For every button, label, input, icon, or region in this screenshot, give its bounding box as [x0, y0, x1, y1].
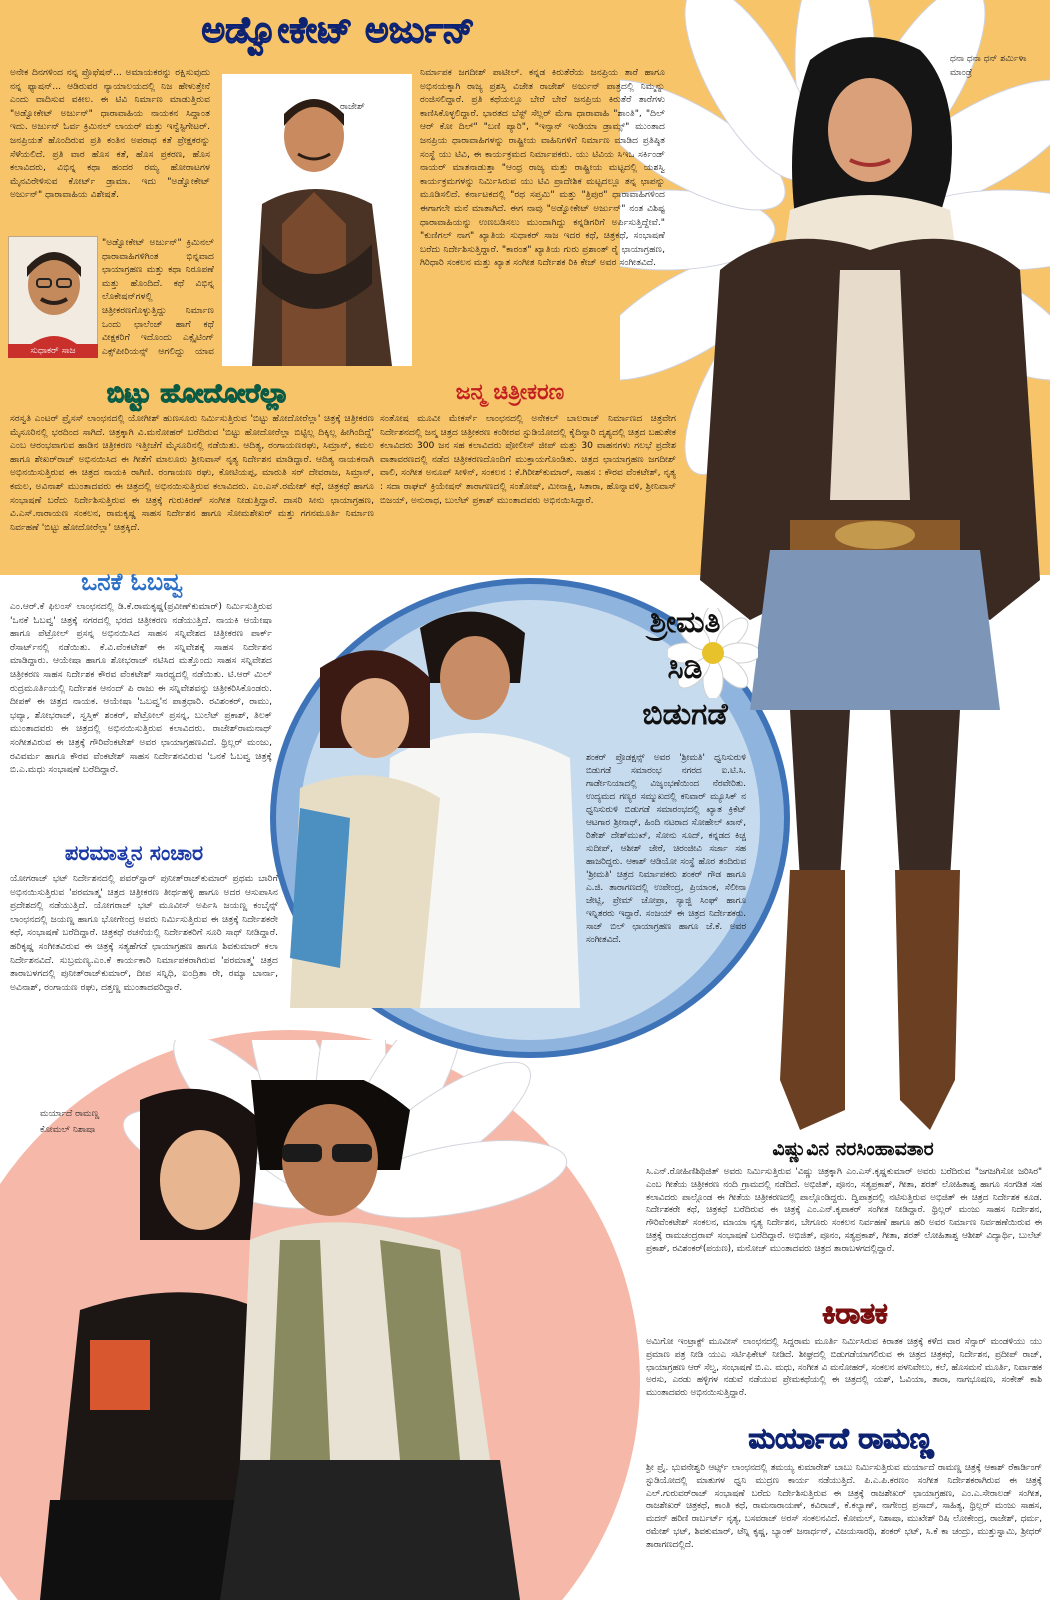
advocate-col2-text: ನಿರ್ಮಾಪಕ ಜಗದೀಶ್ ಪಾಟೀಲ್. ಕನ್ನಡ ಕಿರುತೆರೆಯ ಜನಪ್ರಿಯ ತಾರೆ ಹಾಗೂ ಅಭಿನಯಕ್ಕಾಗಿ ರಾಜ್ಯ ಪ್ರಶಸ್ತಿ ವಿಜೇತ ರಾಜೇಶ್ ಅರ್ಜುನ್ ಪಾತ್ರದಲ್ಲಿ ನಿಮ್ಮನ್ನು ರಂಜಿಸಲಿದ್ದಾರೆ. ಪ್ರತಿ ಕಥೆಯಲ್ಲೂ ಬೇರೆ ಬೇರೆ ಜನಪ್ರಿಯ ಕಿರುತೆರೆ ತಾರೆಗಳು ಕಾಣಿಸಿಕೊಳ್ಳಲಿದ್ದಾರೆ. ಭಾರತದ ಬೆಸ್ಟ್ ಸೆಲ್ಲರ್ ಮೆಗಾ ಧಾರಾವಾಹಿ "ಶಾಂತಿ", "ದಿಲ್ ಆರ್ ಕೋ ದಿಲ್" "ಬಣಿ ಪ್ಯಾರಿ", "ಇನ್ಸಾನ್ ಇಂಡಿಯಾ ಡ್ರಾಮ್ಸ್" ಮುಂತಾದ ಜನಪ್ರಿಯ ಧಾರಾವಾಹಿಗಳನ್ನು ರಾಷ್ಟ್ರೀಯ ವಾಹಿನಿಗಳಿಗೆ ನಿರ್ಮಾಣ ಮಾಡಿದ ಪ್ರತಿಷ್ಠಿತ ಸಂಸ್ಥೆ ಯು ಟಿವಿ, ಈ ಕಾರ್ಯಕ್ರಮದ ನಿರ್ಮಾಪಕರು. ಯು ಟಿವಿಯ ಸಿಇಒ ಸರ್ಕಿಂಡ್ ನಾಯರ್ ಮಾತನಾಡುತ್ತಾ "ಆಂಧ್ರ ರಾಜ್ಯ ಮತ್ತು ರಾಷ್ಟ್ರೀಯ ಮಟ್ಟದಲ್ಲಿ ಯಶಸ್ವಿ ಕಾರ್ಯಕ್ರಮಗಳನ್ನು ನಿರ್ಮಿಸಿರುವ ಯು ಟಿವಿ ಪ್ರಾದೇಶಿಕ ಮಟ್ಟದಲ್ಲೂ ತನ್ನ ಛಾಪನ್ನು ಮೂಡಿಸಲಿದೆ. ಕರ್ನಾಟಕದಲ್ಲಿ "ರಥ ಸಪ್ತಮಿ" ಮತ್ತು "ತ್ರಿಪುರ" ಧಾರಾವಾಹಿಗಳಿಂದ ಈಗಾಗಲೇ ಮನೆ ಮಾತಾಗಿದೆ. ಈಗ ನಾವು "ಅಡ್ವೋಕೇಟ್ ಅರ್ಜುನ್" ನಂತ ವಿಶಿಷ್ಟ ಧಾರಾವಾಹಿಯನ್ನು ಉಣಬಡಿಸಲು ಮುಂದಾಗಿದ್ದು ಕನ್ನಡಿಗರಿಗೆ ಅರ್ಪಿಸುತ್ತಿದ್ದೇವೆ." "ಕುಣಿಗಲ್ ನಾಗ" ಖ್ಯಾತಿಯ ಸುಧಾಕರ್ ಸಾಜ ಇದರ ಕಥೆ, ಚಿತ್ರಕಥೆ, ಸಂಭಾಷಣೆ ಬರೆದು ನಿರ್ದೇಶಿಸುತ್ತಿದ್ದಾರೆ. "ಕಾರಂತ" ಖ್ಯಾತಿಯ ಗುರು ಪ್ರಶಾಂತ್ ರೈ ಛಾಯಾಗ್ರಹಣ, ಗಿರಿಧಾರಿ ಸಂಕಲನ ಮತ್ತು ಖ್ಯಾತ ಸಂಗೀತ ನಿರ್ದೇಶಕ ರಿಕಿ ಕೇಜ್ ಅವರ ಸಂಗೀತವಿದೆ. — [420, 67, 665, 269]
kirataka-text: ಅಮಿಗೋ ಇಂಟ್ರಾಕ್ಟ್ ಮೂವೀಸ್ ಲಾಂಛನದಲ್ಲಿ ಸಿದ್ದರಾಮ ಮೂರ್ತಿ ನಿರ್ಮಿಸಿರುವ ಕಿರಾತಕ ಚಿತ್ರಕ್ಕೆ ಕಳೆದ ವಾರ ಸೆನ್ಸಾರ್ ಮಂಡಳಿಯು ಯು ಪ್ರಮಾಣ ಪತ್ರ ನೀಡಿ ಯುಎ ಸರ್ಟಿಫಿಕೇಟ್ ನೀಡಿದೆ. ಶೀಘ್ರದಲ್ಲಿ ಬಿಡುಗಡೆಯಾಗಲಿರುವ ಈ ಚಿತ್ರದ ಚಿತ್ರಕಥೆ, ನಿರ್ದೇಶನ, ಪ್ರದೀಪ್ ರಾಜ್, ಛಾಯಾಗ್ರಹಣ ಆರ್ ಸೆಲ್ವ, ಸಂಭಾಷಣೆ ಬಿ.ಎ. ಮಧು, ಸಂಗೀತ ವಿ ಮನೋಹರ್, ಸಂಕಲನ ಪಳನಿವೇಲು, ಕಲೆ, ಹೊಸಮನೆ ಮೂರ್ತಿ, ನಿರ್ವಾಹಕ ಅರಸು, ಎರಡು ಹಳ್ಳಿಗಳ ನಡುವೆ ನಡೆಯುವ ಪ್ರೇಮಕಥೆಯಲ್ಲಿ ಈ ಚಿತ್ರದಲ್ಲಿ ಯಶ್, ಓವಿಯಾ, ತಾರಾ, ನಾಗಭೂಷಣ, ಸಂಕೇತ್ ಕಾಶಿ ಮುಂತಾದವರು ಅಭಿನಯಿಸುತ್ತಿದ್ದಾರೆ. — [646, 1337, 1042, 1399]
kirataka-title: ಕಿರಾತಕ — [822, 1297, 888, 1330]
srimathi-title-line1: ಶ್ರೀಮತಿ — [649, 605, 721, 640]
janma-title: ಜನ್ಮ ಚಿತ್ರೀಕರಣ — [455, 380, 565, 405]
vishnu-text: ಸಿ.ಎನ್.ರೋಹಿಣಿಶಿಥಿಜಿತ್ ಅವರು ನಿರ್ಮಿಸುತ್ತಿರುವ 'ವಿಷ್ಣು ಚಿತ್ರಕ್ಕಾಗಿ ಎಂ.ಎಸ್.ಕೃಷ್ಣಕುಮಾರ್ ಅವರು ಬರೆದಿರುವ "ಜಗಜಗಿಸೋ ಜರಿಸಿರ" ಎಂಬ ಗೀತೆಯ ಚಿತ್ರೀಕರಣ ನಂದಿ ಗ್ರಾಮದಲ್ಲಿ ನಡೆದಿದೆ. ಅಭಿಜಿತ್, ಪೂನಂ, ಸತ್ಯಪ್ರಕಾಶ್, ಗೀತಾ, ಶರತ್ ಲೋಹಿತಾಶ್ವ ಹಾಗೂ ಸಂಗಡಿತ ಸಹ ಕಲಾವಿದರು ಪಾಲ್ಗೊಂಡ ಈ ಗೀತೆಯ ಚಿತ್ರೀಕರಣದಲ್ಲಿ ಪಾಲ್ಗೊಂಡಿದ್ದರು. ದ್ವಿಪಾತ್ರದಲ್ಲಿ ನಟಿಸುತ್ತಿರುವ ಅಭಿಜಿತ್ ಈ ಚಿತ್ರದ ನಿರ್ದೇಶಕ ಕೂಡ. ನಿರ್ದೇಶಕರೇ ಕಥೆ, ಚಿತ್ರಕಥೆ ಬರೆದಿರುವ ಈ ಚಿತ್ರಕ್ಕೆ ಎಂ.ಎನ್.ಕೃಪಾಕರ್ ಸಂಗೀತ ನೀಡಿದ್ದಾರೆ. ಥ್ರಿಲ್ಲರ್ ಮಂಜು ಸಾಹಸ ನಿರ್ದೇಶನ, ಗೌರಿವೆಂಕಟೇಶ್ ಸಂಕಲನ, ಮಾಯಾ ನೃತ್ಯ ನಿರ್ದೇಶನ, ಬೇಗೂರು ಸಂಕಲನ ನಿರ್ವಹಣೆ ಹಾಗೂ ಹರಿ ಅವರ ನಿರ್ಮಾಣ ನಿರ್ವಹಣೆಯಿರುವ ಈ ಚಿತ್ರಕ್ಕೆ ರಾಮಚಂದ್ರರಾವ್ ಸಂಭಾಷಣೆ ಬರೆದಿದ್ದಾರೆ. ಅಭಿಜಿತ್, ಪೂನಂ, ಸತ್ಯಪ್ರಕಾಶ್, ಗೀತಾ, ಶರತ್ ಲೋಹಿತಾಶ್ವ ಆಶೀಶ್ ವಿದ್ಯಾರ್ಥಿ, ಬುಲೆಟ್ ಪ್ರಕಾಶ್, ರವಿಶಂಕರ್(ಪಯಣ), ಮನೋಜ್ ಮುಂತಾದವರು ಚಿತ್ರದ ತಾರಾಬಳಗದಲ್ಲಿದ್ದಾರೆ. — [646, 1167, 1042, 1254]
advocate-col1-text: ಅನೇಕ ದಿನಗಳಿಂದ ನನ್ನ ಪ್ರೊಫೆಷನ್... ಅಮಾಯಕರನ್ನು ರಕ್ಷಿಸುವುದು ನನ್ನ ಫ್ಯಾಷನ್... ಆಡಿರುವರ ನ್ಯಾಯಾಲಯದಲ್ಲಿ ನಿಜ ಹೇಳುತ್ತೇನೆ ಎಂದು ವಾದಿಸುವ ವಕೀಲ. ಈ ಟಿವಿ ನಿರ್ಮಾಣ ಮಾಡುತ್ತಿರುವ "ಅಡ್ವೋಕೇಟ್ ಅರ್ಜುನ್" ಧಾರಾವಾಹಿಯ ನಾಯಕನ ಸಿದ್ದಾಂತ ಇದು. ಅರ್ಜುನ್ ಓರ್ವ ಕ್ರಿಮಿನಲ್ ಲಾಯರ್ ಮತ್ತು ಇನ್ವೆಸ್ಟಿಗೇಟರ್. ಜನಪ್ರಿಯತೆ ಹೊಂದಿರುವ ಪ್ರತಿ ಕಂತಿನ ಅಪರಾಧ ಕತೆ ಪ್ರೇಕ್ಷಕರನ್ನು ಸೆಳೆಯಲಿದೆ. ಪ್ರತಿ ವಾರ ಹೊಸ ಕತೆ, ಹೊಸ ಪ್ರಕರಣ, ಹೊಸ ಕಲಾವಿದರು, ವಿಭಿನ್ನ ಕಥಾ ಹಂದರ ರಮ್ಯ ಹೋರಾಟಗಳ ಮೈನವಿರೇಳಿಸುವ ಕೋರ್ಟ್ ಡ್ರಾಮಾ. ಇದು "ಅಡ್ವೋಕೇಟ್ ಅರ್ಜುನ್" ಧಾರಾವಾಹಿಯ ವಿಶೇಷತೆ. — [10, 67, 210, 201]
advocate-arjun-title: ಅಡ್ವೋಕೇಟ್ ಅರ್ಜುನ್ — [201, 10, 475, 51]
paramatma-title: ಪರಮಾತ್ಮನ ಸಂಚಾರ — [64, 841, 204, 865]
sudhakar-photo — [8, 236, 98, 354]
janma-text: ಸಂತೋಷ ಮೂವೀ ಮೇಕರ್ಸ್ ಲಾಂಛನದಲ್ಲಿ ಅನೇಕಲ್ ಬಾಲರಾಜ್ ನಿರ್ಮಾಣದ ಚಿತ್ರವೇಗ ನಿರ್ದೇಶನದಲ್ಲಿ ಜನ್ಮ ಚಿತ್ರದ ಚಿತ್ರೀಕರಣ ಕಂಠೀರವ ಸ್ಟುಡಿಯೋದಲ್ಲಿ ಕೈದಿನ್ನಾರಿ ದೃಶ್ಯದಲ್ಲಿ ಚಿತ್ರದ ಬಹುತೇಕ ಕಲಾವಿದರು 300 ಜನ ಸಹ ಕಲಾವಿದರು ಪೋಲೀಸ್ ಜೀಪ್ ಮತ್ತು 30 ವಾಹನಗಳು ಗಲಭೆ ಪ್ರದೇಶ ವಾತಾವರಣದಲ್ಲಿ ನಡೆದ ಚಿತ್ರೀಕರಣದೊಂದಿಗೆ ಮುಕ್ತಾಯಗೊಂಡಿತು. ಚಿತ್ರದ ಛಾಯಾಗ್ರಹಣ ಜಗದೀಶ್ ವಾಲಿ, ಸಂಗೀತ ಅನೂಪ್ ಸೀಳಿನ್, ಸಂಕಲನ : ಕೆ.ಗಿರೀಶ್‌ಕುಮಾರ್, ಸಾಹಸ : ಕೌರವ ವೆಂಕಟೇಶ್, ನೃತ್ಯ : ಸದಾ ರಾಘವ್ ಕ್ರಿಯೇಷನ್ ತಾರಾಗಣದಲ್ಲಿ ಸಂತೋಷ್, ಮೀನಾಕ್ಷಿ, ಸಿತಾರಾ, ಹೊನ್ನಾವಳಿ, ಶ್ರೀನಿವಾಸ್ ಬಿಜಯ್, ಅನುರಾಧ, ಬುಲೆಟ್ ಪ್ರಕಾಶ್ ಮುಂತಾದವರು ಅಭಿನಯಿಸಿದ್ದಾರೆ. — [380, 413, 676, 506]
rajesh-photo — [222, 74, 412, 366]
srimathi-title-line3: ಬಿಡುಗಡೆ — [642, 697, 728, 732]
srimathi-title — [600, 600, 770, 750]
bittu-title: ಬಿಟ್ಟು ಹೋದೋರೆಲ್ಲಾ — [106, 379, 290, 409]
advocate-col1b-text: "ಅಡ್ವೋಕೇಟ್ ಅರ್ಜುನ್" ಕ್ರಿಮಿನಲ್ ಧಾರಾವಾಹಿಗಳಿಗಿಂತ ಭಿನ್ನವಾದ ಛಾಯಾಗ್ರಹಣ ಮತ್ತು ಕಥಾ ನಿರೂಪಣೆ ಮತ್ತು ಹೊಂದಿದೆ. ಕಥೆ ವಿಭಿನ್ನ ಲೊಕೇಷನ್‌ಗಳಲ್ಲಿ ಚಿತ್ರೀಕರಣಗೊಳ್ಳುತ್ತಿದ್ದು ನಿರ್ಮಾಣ ಒಂದು ಛಾಲೆಂಜ್ ಹಾಗೆ ಕಥೆ ವೀಕ್ಷಕರಿಗೆ ಇದೊಂದು ಎಕ್ಸೈಟಿಂಗ್ ಎಕ್ಸ್‌ಪೀರಿಯನ್ಸ್ ಆಗಲಿದ್ದು ಯಾವ — [102, 237, 214, 357]
bittu-text: ಸರಸ್ವತಿ ಎಂಟರ್ ಪ್ರೈಸಸ್ ಲಾಂಛನದಲ್ಲಿ ಯೋಗೀಶ್ ಹುಣಸೂರು ನಿರ್ಮಿಸುತ್ತಿರುವ 'ಬಿಟ್ಟು ಹೋದೋರೆಲ್ಲಾ' ಚಿತ್ರಕ್ಕೆ ಚಿತ್ರೀಕರಣ ಮೈಸೂರಿನಲ್ಲಿ ಭರದಿಂದ ಸಾಗಿದೆ. ಚಿತ್ರಕ್ಕಾಗಿ ವಿ.ಮನೋಹರ್ ಬರೆದಿರುವ 'ಬಿಟ್ಟು ಹೋದೋರೆಲ್ಲಾ ಬಿಟ್ಟಿಲ್ಲ ದಿಕ್ಕಿಲ್ಲ ಹೀಗಿಂದಿದ್ದೆ' ಎಂಬ ಆರಂಭವಾಗುವ ಹಾಡಿನ ಚಿತ್ರೀಕರಣ ಇತ್ತೀಚೆಗೆ ಮೈಸೂರಿನಲ್ಲಿ ನಡೆಯಿತು. ಆದಿತ್ಯ, ರಂಗಾಯಣರಘು, ಸಿಮ್ರಾನ್, ಕಮಲ ಹಾಗೂ ಶೇಖರ್‌ರಾಜ್ ಅಭಿನಯಿಸಿದ ಈ ಗೀತೆಗೆ ಮಾಲೂರು ಶ್ರೀನಿವಾಸ್ ನೃತ್ಯ ನಿರ್ದೇಶನ ಮಾಡಿದ್ದಾರೆ. ಆದಿತ್ಯ ನಾಯಕನಾಗಿ ಅಭಿನಯಿಸುತ್ತಿರುವ ಈ ಚಿತ್ರದ ನಾಯಕಿ ರಾಗಿಣಿ. ರಂಗಾಯಣ ರಘು, ಕೋಟಿಯಪ್ಪ, ಮಾರುತಿ ಸರ್ ದೇವರಾಜ, ಸಿಮ್ರಾನ್, ಕಮಲ, ಅವಿನಾಶ್ ಮುಂತಾದವರು ಈ ಚಿತ್ರದಲ್ಲಿ ಅಭಿನಯಿಸುತ್ತಿರುವ ಕಲಾವಿದರು. ಎಂ.ಎಸ್.ರಮೇಶ್ ಕಥೆ, ಚಿತ್ರಕಥೆ ಹಾಗೂ ಸಂಭಾಷಣೆ ಬರೆದು ನಿರ್ದೇಶಿಸುತ್ತಿರುವ ಈ ಚಿತ್ರಕ್ಕೆ ಗುರುಕಿರಣ್ ಸಂಗೀತ ನೀಡುತ್ತಿದ್ದಾರೆ. ದಾಸರಿ ಸೀನು ಛಾಯಾಗ್ರಹಣ, ವಿ.ಎಸ್.ನಾರಾಯಣ ಸಂಕಲನ, ರಾಮಕೃಷ್ಣ ಸಾಹಸ ನಿರ್ದೇಶನ ಹಾಗೂ ಸೋಮಶೇಖರ್ ಮತ್ತು ಗಗನಮೂರ್ತಿ ನಿರ್ಮಾಣ ನಿರ್ವಹಣೆ 'ಬಿಟ್ಟು ಹೋದೋರೆಲ್ಲಾ' ಚಿತ್ರಕ್ಕಿದೆ. — [10, 413, 374, 533]
srimathi-title-line2: ಸಿಡಿ — [667, 651, 703, 686]
vishnu-title: ವಿಷ್ಣುವಿನ ನರಸಿಂಹಾವತಾರ — [772, 1138, 934, 1160]
srimathi-couple-photo — [280, 588, 590, 1008]
model-caption: ಧನಾ ಧನಾ ಧನ್ ಶರ್ಮಿಳಾ ಮಾಂಡ್ರೆ — [950, 54, 1027, 78]
maryade-text: ಶ್ರೀ ಪ್ರೈ. ಭುವನೇಶ್ವರಿ ಆರ್ಟ್ಸ್ ಲಾಂಛನದಲ್ಲಿ ತಮಯ್ಯ ಕುಮಾರೇಶ್ ಬಾಬು ನಿರ್ಮಿಸುತ್ತಿರುವ ಮರ್ಯಾದೆ ರಾಮಣ್ಣ ಚಿತ್ರಕ್ಕೆ ಆಕಾಶ್ ರೆಕಾರ್ಡಿಂಗ್ ಸ್ಟುಡಿಯೋದಲ್ಲಿ ಮಾತುಗಳ ಧ್ವನಿ ಮುದ್ರಣ ಕಾರ್ಯ ನಡೆಯುತ್ತಿದೆ. ಪಿ.ಎ.ಪಿ.ಕರಣಂ ಸಂಗೀತ ನಿರ್ದೇಶಕರಾಗಿರುವ ಈ ಚಿತ್ರಕ್ಕೆ ಎಲ್.ಗುರುವರ್‌ರಾಜ್ ಸಂಭಾಷಣೆ ಬರೆದು ನಿರ್ದೇಶಿಸುತ್ತಿರುವ ಈ ಚಿತ್ರಕ್ಕೆ ರಾಜಶೇಖರ್ ಛಾಯಾಗ್ರಹಣ, ಎಂ.ಎ.ಸೇರಾಲಡ್ ಸಂಗೀತ, ರಾಜಶೇಖರ್ ಚಿತ್ರಕಥೆ, ಕಾಂತಿ ಕಥೆ, ರಾಮನಾರಾಯಣ್, ಕವಿರಾಜ್, ಕೆ.ಕಲ್ಯಾಣ್, ನಾಗೇಂದ್ರ ಪ್ರಸಾದ್, ಸಾಹಿತ್ಯ, ಥ್ರಿಲ್ಲರ್ ಮಂಜು ಸಾಹಸ, ಮದನ್ ಹರಿಣಿ ರಾರ್ಬರ್ಟ್ ನೃತ್ಯ, ಬಸವರಾಜ್ ಅರಸ್ ಸಂಕಲನವಿದೆ. ಕೋಮಲ್, ನಿಶಾಷಾ, ಮುಖೇಶ್ ರಿಷಿ ಲೋಕೇಂದ್ರ, ರಾಜೇಶ್, ಧರ್ಮ, ರಮೇಶ್ ಭಟ್, ಶಿವಕುಮಾರ್, ಟೆನ್ನಿ ಕೃಷ್ಣ, ಬ್ಯಾಂಕ್ ಜನಾರ್ಧನ್, ವಿಜಯಸಾರಥಿ, ಶಂಕರ್ ಭಟ್, ಸಿ.ಕೆ ಕಾ ಚಂದ್ರು, ಮುತ್ತುಸ್ವಾಮಿ, ಶ್ರೀಧರ್ ತಾರಾಗಣದಲ್ಲಿದೆ. — [646, 1463, 1042, 1550]
maryade-caption: ಮರ್ಯಾದೆ ರಾಮಣ್ಣ ಕೋಮಲ್ ನಿಶಾಷಾ — [40, 1109, 100, 1135]
srimathi-text: ಶಂಕರ್ ಪ್ರೊಡಕ್ಷನ್ಸ್ ಅವರ 'ಶ್ರೀಮತಿ' ಧ್ವನಿಸುರುಳಿ ಬಿಡುಗಡೆ ಸಮಾರಂಭ ನಗರದ ಐ.ಟಿ.ಸಿ. ಗಾರ್ಡೇನಿಯಾದಲ್ಲಿ ವಿಜೃಂಭಣೆಯಿಂದ ನೆರವೇರಿತು. ಉದ್ಯಮದ ಗಣ್ಯರ ಸಮ್ಮುಖದಲ್ಲಿ ಕನಿವಾರ್ ಮ್ಯೂಸಿಕ್ ನ ಧ್ವನಿಸುರುಳಿ ಬಿಡುಗಡೆ ಸಮಾರಂಭದಲ್ಲಿ ಖ್ಯಾತ ಕ್ರಿಕೆಟ್ ಆಟಗಾರ ಶ್ರೀನಾಥ್, ಹಿಂದಿ ನಟರಾದ ಸೋಹೇಲ್ ಖಾನ್, ರಿತೇಶ್ ದೇಶ್‌ಮುಖ್, ಸೋನು ಸೂದ್, ಕನ್ನಡದ ಕಿಚ್ಚ ಸುದೀಪ್, ಆಶೀಶ್ ಜೇಠೆ, ಚಿರಂಜೀವಿ ಸರ್ಜಾ ಸಹ ಹಾಜರಿದ್ದರು. ಆಕಾಶ್ ಆಡಿಯೋ ಸಂಸ್ಥೆ ಹೊರ ತಂದಿರುವ 'ಶ್ರೀಮತಿ' ಚಿತ್ರದ ನಿರ್ಮಾಪಕರು ಶಂಕರ್ ಗೌಡ ಹಾಗೂ ಎ.ಜಿ. ತಾರಾಗಣದಲ್ಲಿ ಉಪೇಂದ್ರ, ಪ್ರಿಯಾಂಕ, ಸೆಲೀನಾ ಜೇಟ್ಲಿ, ಪ್ರೇಮ್ ಚೋಪ್ರಾ, ಸ್ಯಾಜ್ಜಿ ಸಿಂಘ್ ಹಾಗೂ ಇನ್ನಿತರರು ಇದ್ದಾರೆ. ಸಂಜಯ್ ಈ ಚಿತ್ರದ ನಿರ್ದೇಶಕರು. ಸಾಜ್ ಬಿಲ್ ಛಾಯಾಗ್ರಹಣ ಹಾಗೂ ಜೆ.ಕೆ. ಅವರ ಸಂಗೀತವಿದೆ. — [586, 753, 746, 945]
onake-text: ಎಂ.ಆರ್.ಕೆ ಫಿಲಂಸ್ ಲಾಂಛನದಲ್ಲಿ ಡಿ.ಕೆ.ರಾಮಕೃಷ್ಣ(ಪ್ರವೀಣ್‌ಕುಮಾರ್) ನಿರ್ಮಿಸುತ್ತಿರುವ 'ಒನಕೆ ಓಬವ್ವ' ಚಿತ್ರಕ್ಕೆ ನಗರದಲ್ಲಿ ಭರದ ಚಿತ್ರೀಕರಣ ನಡೆಯುತ್ತಿದೆ. ನಾಯಕಿ ಆಯೇಷಾ ಹಾಗೂ ಪೆಟ್ರೋಲ್ ಪ್ರಸನ್ನ ಅಭಿನಯಿಸಿದ ಸಾಹಸ ಸನ್ನಿವೇಶದ ಚಿತ್ರೀಕರಣ ಪಾರ್ಕ್ ರೆಸಾರ್ಟ್‌ನಲ್ಲಿ ನಡೆಯಿತು. ಕೆ.ವಿ.ವೆಂಕಟೇಶ್ ಈ ಸನ್ನಿವೇಶಕ್ಕೆ ಸಾಹಸ ನಿರ್ದೇಶನ ಮಾಡಿದ್ದಾರು. ಆಯೇಷಾ ಹಾಗೂ ಶೋಭರಾಜ್ ನಟಿಸಿದ ಮತ್ತೊಂದು ಸಾಹಸ ಸನ್ನಿವೇಶದ ಚಿತ್ರೀಕರಣ ಸಾಹಸ ನಿರ್ದೇಶಕ ಕೌರವ ವೆಂಕಟೇಶ್ ಸಾರಥ್ಯದಲ್ಲಿ ನಡೆಯಿತು. ಟಿ.ಆರ್ ಮಿಲ್ ರುದ್ರಮೂರ್ತಿಯಲ್ಲಿ ನಿರ್ದೇಶಕ ಆನಂದ್ ಪಿ ರಾಜು ಈ ಸನ್ನಿವೇಶವನ್ನು ಚಿತ್ರೀಕರಿಸಿಕೊಂಡರು. ದೀಪಕ್ ಈ ಚಿತ್ರದ ನಾಯಕ. ಆಯೇಷಾ 'ಒಬವ್ವ'ನ ಪಾತ್ರಧಾರಿ. ರವಿಶಂಕರ್, ರಾಮು, ಭವ್ಯಾ, ಶೋಭರಾಜ್, ಸ್ವಸ್ತಿಕ್ ಶಂಕರ್, ಪೆಟ್ರೋಲ್ ಪ್ರಸನ್ನ, ಬುಲೆಟ್ ಪ್ರಕಾಶ್, ತಿಲಕ್ ಮುಂತಾದವರು ಈ ಚಿತ್ರದಲ್ಲಿ ಅಭಿನಯಿಸುತ್ತಿರುವ ಕಲಾವಿದರು. ರಾಜೇಶ್‌ರಾಮನಾಥ್ ಸಂಗೀತವಿರುವ ಈ ಚಿತ್ರಕ್ಕೆ ಗೌರಿವೆಂಕಟೇಶ್ ಅವರ ಛಾಯಾಗ್ರಹಣವಿದೆ. ಥ್ರಿಲ್ಲರ್ ಮಂಜು, ರವಿವರ್ಮ ಹಾಗೂ ಕೌರವ ವೆಂಕಟೇಶ್ ಸಾಹಸ ನಿರ್ದೇಶನವಿರುವ 'ಒನಕೆ ಓಬವ್ವ ಚಿತ್ರಕ್ಕೆ ಬಿ.ಎ.ಮಧು ಸಂಭಾಷಣೆ ಬರೆದಿದ್ದಾರೆ. — [10, 601, 272, 776]
rajesh-caption: ರಾಜೇಶ್ — [340, 102, 365, 112]
onake-title: ಒನಕೆ ಓಬವ್ವ — [81, 568, 183, 596]
sudhakar-caption: ಸುಧಾಕರ್ ಸಾಜ — [8, 344, 98, 358]
maryade-ramanna-couple-photo — [20, 1080, 630, 1600]
maryade-title: ಮರ್ಯಾದೆ ರಾಮಣ್ಣ — [748, 1422, 934, 1455]
paramatma-text: ಯೋಗರಾಜ್ ಭಟ್ ನಿರ್ದೇಶನದಲ್ಲಿ ಪವರ್‌ಸ್ಟಾರ್ ಪುನೀತ್‌ರಾಜ್‌ಕುಮಾರ್ ಪ್ರಥಮ ಬಾರಿಗೆ ಅಭಿನಯಿಸುತ್ತಿರುವ 'ಪರಮಾತ್ಮ' ಚಿತ್ರದ ಚಿತ್ರೀಕರಣ ತೀರ್ಥಹಳ್ಳಿ ಹಾಗೂ ಅದರ ಆಸುಪಾಸಿನ ಪ್ರದೇಶದಲ್ಲಿ ನಡೆಯುತ್ತಿದೆ. ಯೋಗರಾಜ್ ಭಟ್ ಮೂವೀಸ್ ಅರ್ಪಿಸಿ ಜಯಣ್ಣ ಕಂಬೈನ್ಸ್ ಲಾಂಛನದಲ್ಲಿ ಜಯಣ್ಣ ಹಾಗೂ ಭೋಗೇಂದ್ರ ಅವರು ನಿರ್ಮಿಸುತ್ತಿರುವ ಈ ಚಿತ್ರಕ್ಕೆ ನಿರ್ದೇಶಕರೇ ಕಥೆ, ಸಂಭಾಷಣೆ ಬರೆದಿದ್ದಾರೆ. ಚಿತ್ರಕಥೆ ರಚನೆಯಲ್ಲಿ ನಿರ್ದೇಶಕರಿಗೆ ಸೂರಿ ಸಾಥ್ ನೀಡಿದ್ದಾರೆ. ಹರಿಕೃಷ್ಣ ಸಂಗೀತವಿರುವ ಈ ಚಿತ್ರಕ್ಕೆ ಸತ್ಯಹೆಗಡೆ ಛಾಯಾಗ್ರಹಣ ಹಾಗೂ ಶಿವಕುಮಾರ್ ಕಲಾ ನಿರ್ದೇಶನವಿದೆ. ಸುಬ್ರಮಣ್ಯ.ಎಂ.ಕೆ ಕಾರ್ಯಕಾರಿ ನಿರ್ಮಾಪಕರಾಗಿರುವ 'ಪರಮಾತ್ಮ' ಚಿತ್ರದ ತಾರಾಬಳಗದಲ್ಲಿ ಪುನೀತ್‌ರಾಜ್‌ಕುಮಾರ್, ದೀಪ ಸನ್ನಿಧಿ, ಐಂದ್ರಿತಾ ರೇ, ರಮ್ಯಾ ಬಾರ್ನಾ, ಅವಿನಾಶ್, ರಂಗಾಯಣ ರಘು, ದತ್ತಣ್ಣ ಮುಂತಾದವರಿದ್ದಾರೆ. — [10, 873, 278, 993]
